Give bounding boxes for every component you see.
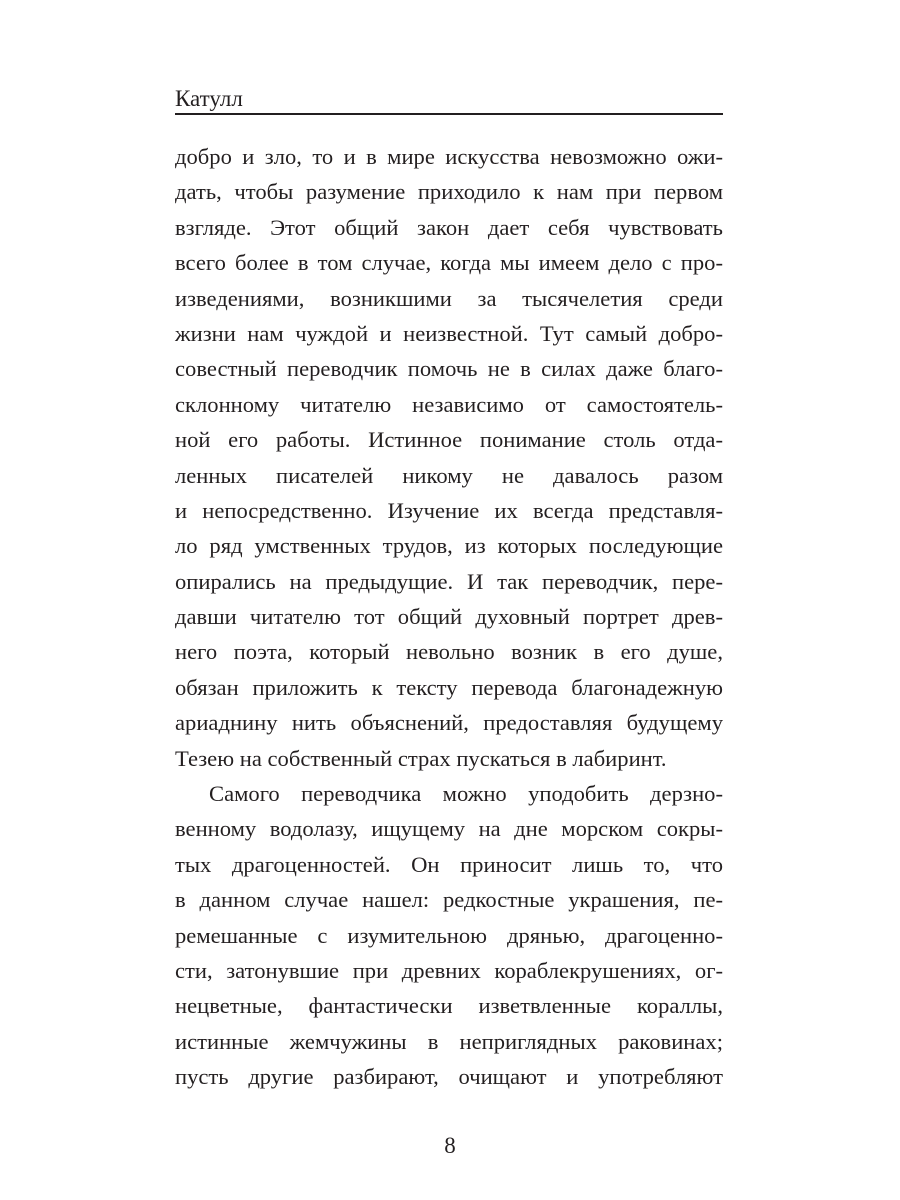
paragraph bbox=[175, 776, 723, 1095]
text-line: давши читателю тот общий духовный портрет древ- bbox=[175, 604, 723, 630]
text-line: венному водолазу, ищущему на дне морском сокры- bbox=[175, 816, 723, 842]
text-line: склонному читателю независимо от самостоятель- bbox=[175, 391, 723, 417]
header-rule bbox=[175, 113, 723, 115]
text-line: опирались на предыдущие. И так переводчик, пере- bbox=[175, 568, 723, 594]
text-line: дать, чтобы разумение приходило к нам при первом bbox=[175, 179, 723, 205]
text-line: взгляде. Этот общий закон дает себя чувствовать bbox=[175, 214, 723, 240]
text-line: жизни нам чуждой и неизвестной. Тут самый добро- bbox=[175, 320, 723, 346]
text-line: в данном случае нашел: редкостные украшения, пе- bbox=[175, 887, 723, 913]
text-line: Самого переводчика можно уподобить дерзно- bbox=[209, 781, 723, 807]
text-line: ленных писателей никому не давалось разом bbox=[175, 462, 723, 488]
text-line: ной его работы. Истинное понимание столь отда- bbox=[175, 427, 723, 453]
running-head: Катулл bbox=[175, 86, 243, 111]
text-line: ариаднину нить объяснений, предоставляя будущему bbox=[175, 710, 723, 736]
text-line: обязан приложить к тексту перевода благонадежную bbox=[175, 674, 723, 700]
paragraph bbox=[175, 139, 723, 776]
text-line: всего более в том случае, когда мы имеем дело с про- bbox=[175, 250, 723, 276]
text-line: добро и зло, то и в мире искусства невозможно ожи- bbox=[175, 144, 723, 169]
text-line: совестный переводчик помочь не в силах даже благо- bbox=[175, 356, 723, 382]
text-line: изведениями, возникшими за тысячелетия среди bbox=[175, 285, 723, 311]
text-line: ремешанные с изумительною дрянью, драгоценно- bbox=[175, 922, 723, 948]
text-line: него поэта, который невольно возник в его душе, bbox=[175, 639, 723, 665]
text-line: и непосредственно. Изучение их всегда представля- bbox=[175, 497, 723, 523]
text-line: пусть другие разбирают, очищают и употребляют bbox=[175, 1064, 723, 1090]
page-number: 8 bbox=[444, 1133, 456, 1158]
text-line: тых драгоценностей. Он приносит лишь то, что bbox=[175, 851, 723, 877]
text-line: Тезею на собственный страх пускаться в лабиринт. bbox=[175, 745, 667, 771]
text-line: истинные жемчужины в неприглядных раковинах; bbox=[175, 1028, 723, 1054]
text-line: сти, затонувшие при древних кораблекрушениях, ог- bbox=[175, 957, 723, 983]
body-text bbox=[175, 139, 723, 1095]
text-line: нецветные, фантастически изветвленные кораллы, bbox=[175, 993, 723, 1019]
text-line: ло ряд умственных трудов, из которых последующие bbox=[175, 533, 723, 559]
